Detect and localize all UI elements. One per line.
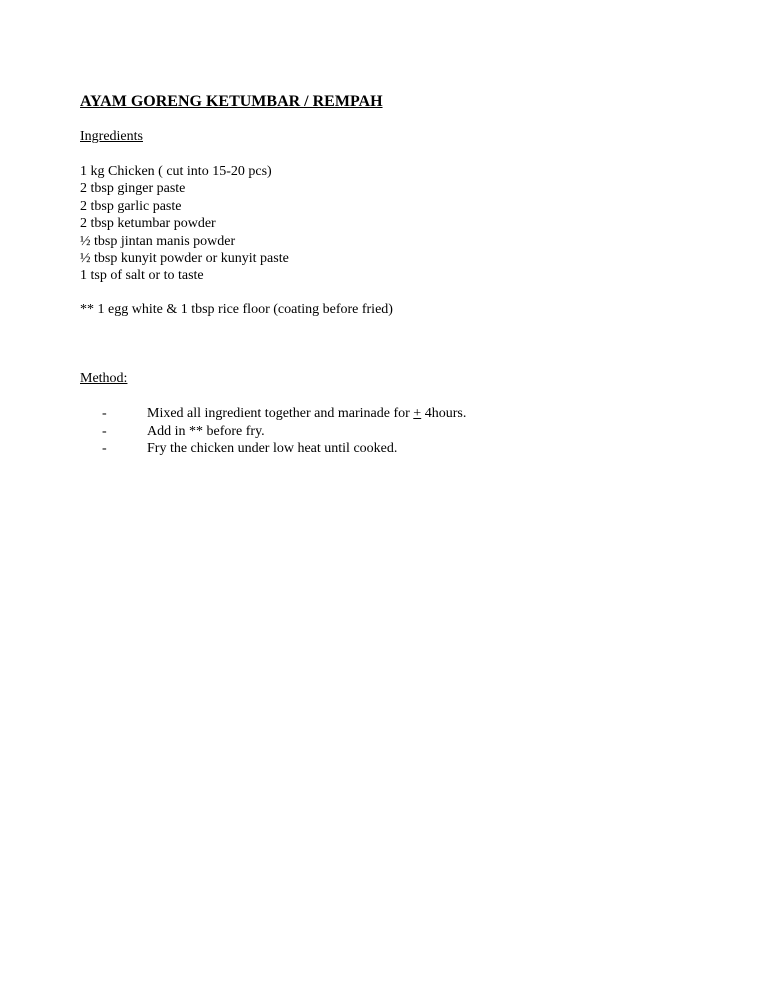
step-bullet: - — [102, 406, 107, 422]
ingredient-item: 2 tbsp ketumbar powder — [80, 216, 216, 232]
document-page — [80, 92, 700, 457]
plus-minus-symbol: + — [413, 406, 422, 422]
step-text-part: Mixed all ingredient together and marinade for — [147, 406, 414, 422]
ingredient-item: 1 kg Chicken ( cut into 15-20 pcs) — [80, 164, 272, 179]
method-heading: Method: — [80, 371, 128, 387]
ingredient-item: 2 tbsp ginger paste — [80, 181, 186, 197]
ingredient-item: 2 tbsp garlic paste — [80, 198, 182, 214]
method-step — [80, 423, 700, 440]
ingredient-item: 1 tsp of salt or to taste — [80, 268, 204, 284]
ingredients-heading: Ingredients — [80, 129, 143, 144]
ingredient-item: ½ tbsp jintan manis powder — [80, 233, 236, 249]
step-text-part: 4hours. — [421, 406, 467, 422]
ingredient-list — [80, 163, 700, 285]
step-text: Fry the chicken under low heat until cooked. — [147, 441, 398, 457]
step-text: Add in ** before fry. — [147, 423, 265, 439]
step-bullet: - — [102, 423, 107, 439]
method-list — [80, 405, 700, 457]
method-step — [80, 440, 700, 457]
step-text — [147, 405, 466, 422]
recipe-title: AYAM GORENG KETUMBAR / REMPAH — [80, 93, 383, 110]
method-step — [80, 405, 700, 422]
ingredient-item: ½ tbsp kunyit powder or kunyit paste — [80, 251, 289, 267]
coating-note: ** 1 egg white & 1 tbsp rice floor (coating before fried) — [80, 301, 393, 317]
step-bullet: - — [102, 441, 107, 457]
